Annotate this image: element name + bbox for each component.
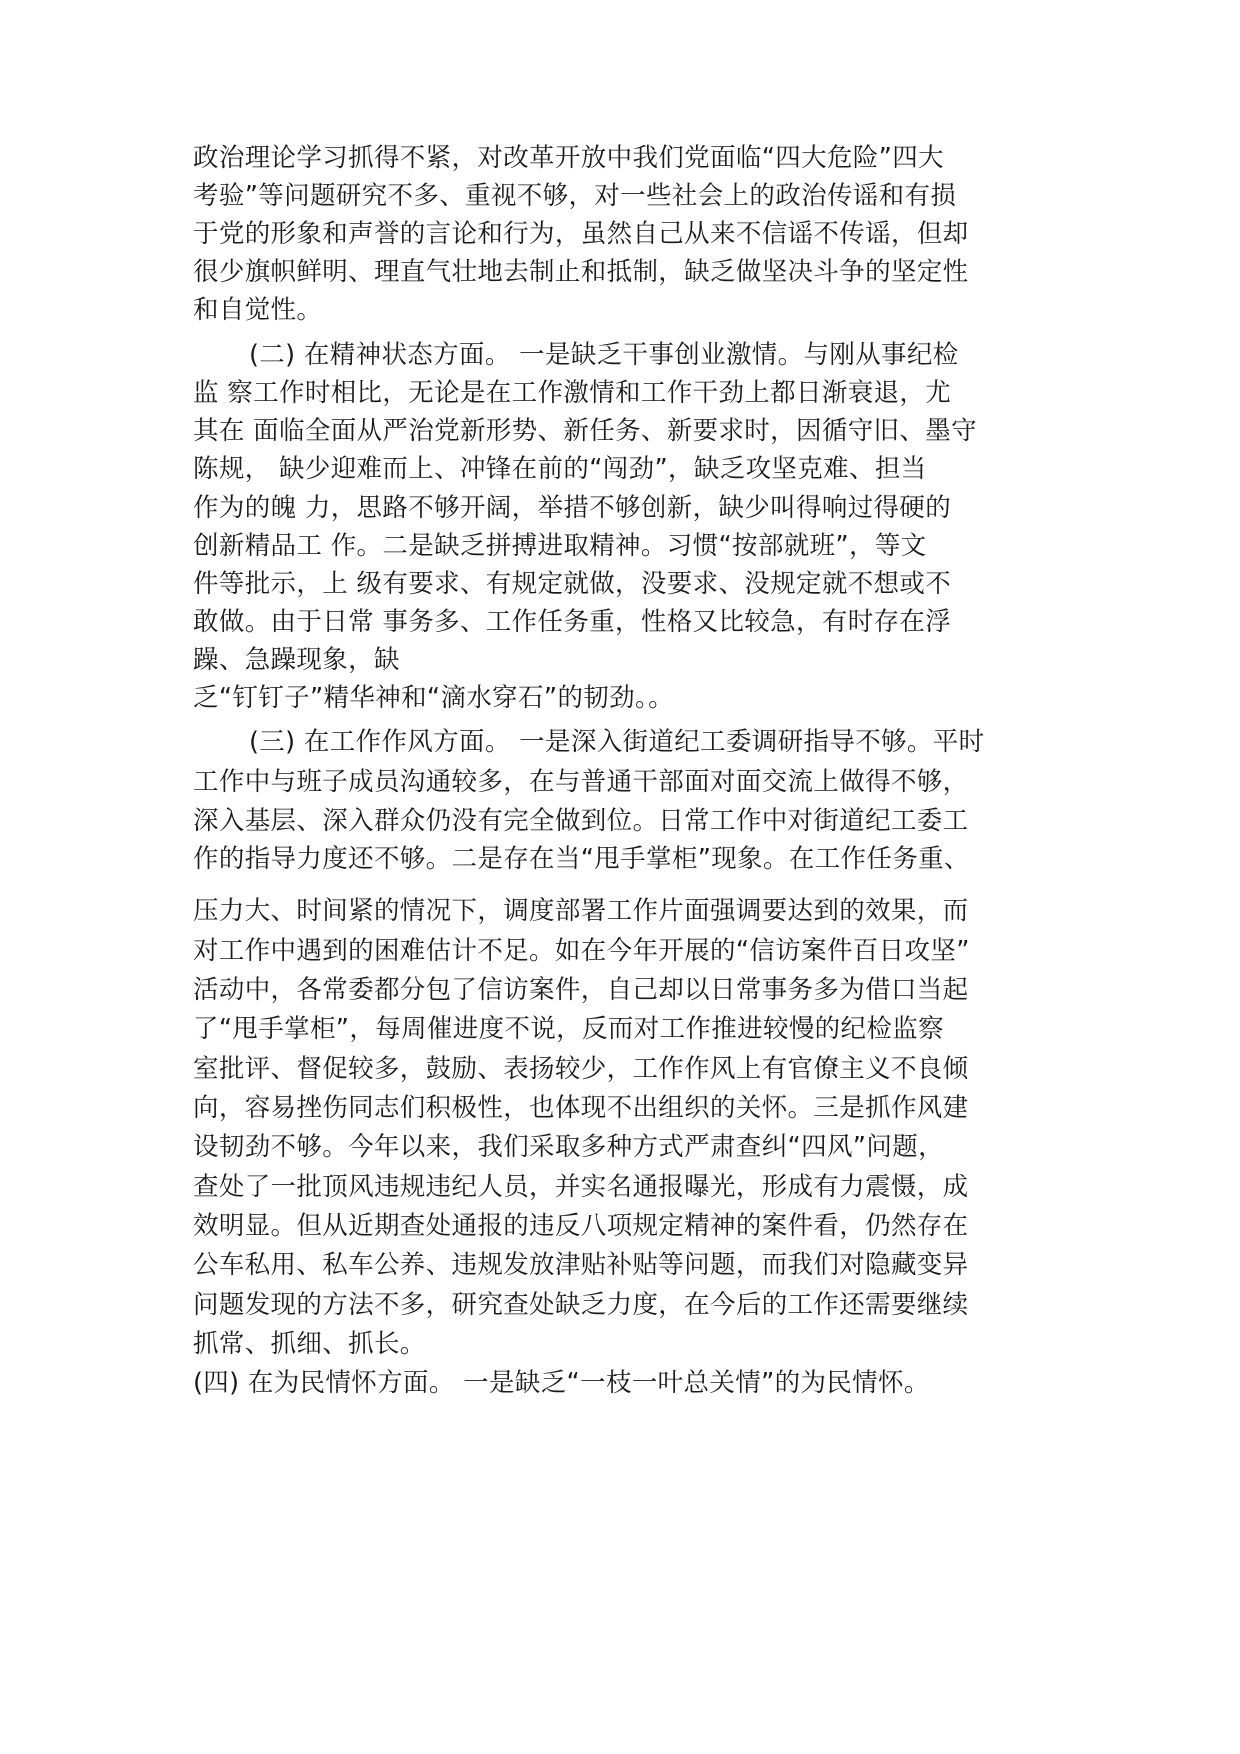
text-line: 抓常、抓细、抓长。 <box>193 1329 426 1359</box>
text-line: 问题发现的方法不多，研究查处缺乏力度，在今后的工作还需要继续 <box>193 1290 969 1320</box>
text-line: 查处了一批顶风违规违纪人员，并实名通报曝光，形成有力震慑，成 <box>193 1172 969 1202</box>
text-line: 政治理论学习抓得不紧，对改革开放中我们党面临“四大危险”四大 <box>193 143 944 173</box>
text-line: 公车私用、私车公养、违规发放津贴补贴等问题，而我们对隐藏变异 <box>193 1250 969 1280</box>
text-line: 工作中与班子成员沟通较多，在与普通干部面对面交流上做得不够， <box>193 767 969 797</box>
text-line: 活动中，各常委都分包了信访案件，自己却以日常事务多为借口当起 <box>193 975 969 1005</box>
text-line: 躁、急躁现象，缺 <box>193 645 400 675</box>
text-line: 其在 面临全面从严治党新形势、新任务、新要求时，因循守旧、墨守 <box>193 416 977 446</box>
text-line: 了“甩手掌柜”，每周催进度不说，反而对工作推进较慢的纪检监察 <box>193 1014 944 1044</box>
text-line: 件等批示，上 级有要求、有规定就做，没要求、没规定就不想或不 <box>193 569 952 599</box>
section-heading-line: (三) 在工作作风方面。 一是深入街道纪工委调研指导不够。平时 <box>249 727 985 757</box>
text-line: 敢做。由于日常 事务多、工作任务重，性格又比较急，有时存在浮 <box>193 607 952 637</box>
text-line: 对工作中遇到的困难估计不足。如在今年开展的“信访案件百日攻坚” <box>193 936 970 966</box>
text-line: 设韧劲不够。今年以来，我们采取多种方式严肃查纠“四风”问题， <box>193 1132 944 1162</box>
text-line: (四) 在为民情怀方面。 一是缺乏“一枝一叶总关情”的为民情怀。 <box>193 1368 930 1398</box>
text-line: 压力大、时间紧的情况下，调度部署工作片面强调要达到的效果，而 <box>193 896 969 926</box>
text-line: 作为的魄 力，思路不够开阔，举措不够创新，缺少叫得响过得硬的 <box>193 493 952 523</box>
text-line: 监 察工作时相比，无论是在工作激情和工作干劲上都日渐衰退，尤 <box>193 378 952 408</box>
text-line: 陈规， 缺少迎难而上、冲锋在前的“闯劲”，缺乏攻坚克难、担当 <box>193 454 927 484</box>
text-line: 于党的形象和声誉的言论和行为，虽然自己从来不信谣不传谣，但却 <box>193 219 969 249</box>
text-line: 深入基层、深入群众仍没有完全做到位。日常工作中对街道纪工委工 <box>193 806 969 836</box>
text-line: 作的指导力度还不够。二是存在当“甩手掌柜”现象。在工作任务重、 <box>193 844 970 874</box>
text-line: 乏“钉钉子”精华神和“滴水穿石”的韧劲。。 <box>193 683 674 713</box>
section-heading-line: (二) 在精神状态方面。 一是缺乏干事创业激情。与刚从事纪检 <box>249 340 959 370</box>
text-line: 室批评、督促较多，鼓励、表扬较少，工作作风上有官僚主义不良倾 <box>193 1054 969 1084</box>
text-line: 考验”等问题研究不多、重视不够，对一些社会上的政治传谣和有损 <box>193 181 957 211</box>
text-line: 创新精品工 作。二是缺乏拼搏进取精神。习惯“按部就班”，等文 <box>193 531 927 561</box>
text-line: 向，容易挫伤同志们积极性，也体现不出组织的关怀。三是抓作风建 <box>193 1093 969 1123</box>
text-line: 效明显。但从近期查处通报的违反八项规定精神的案件看，仍然存在 <box>193 1211 969 1241</box>
text-line: 和自觉性。 <box>193 295 323 325</box>
text-line: 很少旗帜鲜明、理直气壮地去制止和抵制，缺乏做坚决斗争的坚定性 <box>193 257 969 287</box>
